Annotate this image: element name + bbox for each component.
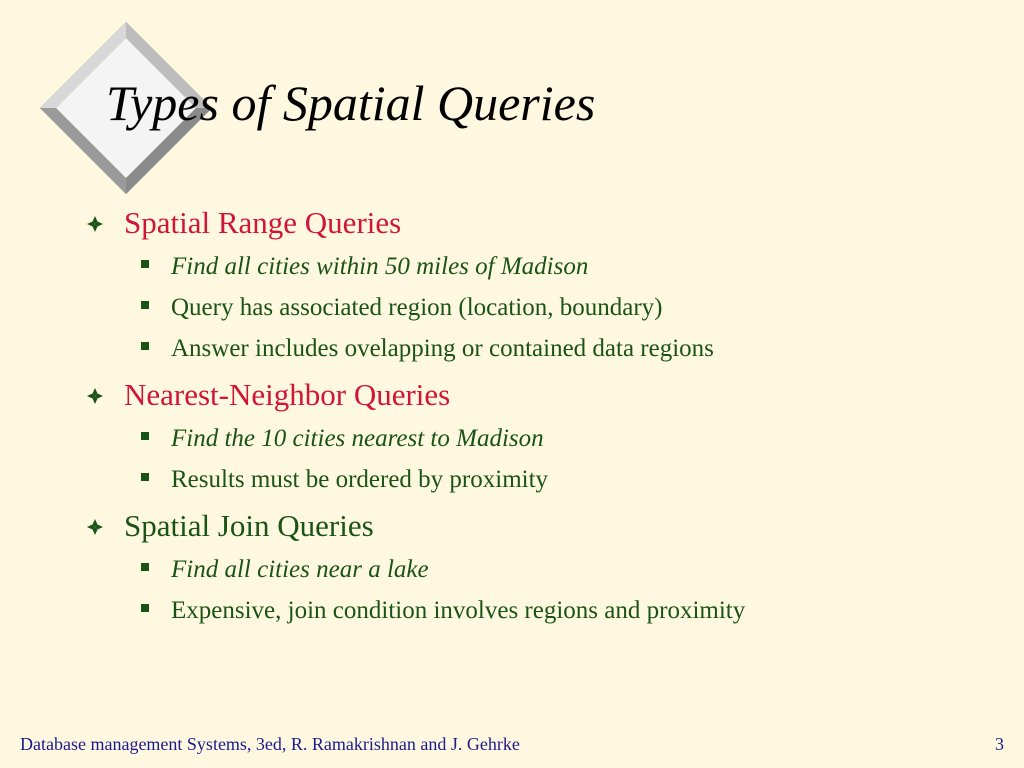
diamond-bullet-icon: [87, 519, 103, 535]
sub-bullet: [171, 467, 548, 492]
sub-bullet-label: Find all cities near a lake: [171, 556, 429, 583]
square-bullet-icon: [141, 563, 149, 571]
sub-bullet: [171, 295, 663, 320]
sub-bullet-label: Find the 10 cities nearest to Madison: [171, 425, 544, 452]
bullet-spatial-range-queries: [124, 207, 401, 238]
sub-bullet: [171, 254, 588, 279]
sub-bullet: [171, 557, 429, 582]
bullet-label: Spatial Range Queries: [124, 205, 402, 240]
bullet-nearest-neighbor-queries: [124, 379, 450, 410]
sub-bullet-label: Results must be ordered by proximity: [171, 466, 549, 493]
square-bullet-icon: [141, 432, 149, 440]
bullet-label: Nearest-Neighbor Queries: [124, 377, 451, 412]
sub-bullet-label: Answer includes ovelapping or contained data regions: [171, 335, 714, 362]
slide-title: Types of Spatial Queries: [106, 75, 596, 131]
diamond-bullet-icon: [87, 388, 103, 404]
page-number: 3: [995, 734, 1004, 754]
sub-bullet-label: Expensive, join condition involves regions and proximity: [171, 597, 746, 624]
footer-citation: Database management Systems, 3ed, R. Ramakrishnan and J. Gehrke: [20, 734, 520, 754]
sub-bullet: [171, 426, 544, 451]
bullet-spatial-join-queries: [124, 510, 374, 541]
square-bullet-icon: [141, 342, 149, 350]
sub-bullet: [171, 336, 714, 361]
square-bullet-icon: [141, 473, 149, 481]
sub-bullet-label: Find all cities within 50 miles of Madison: [171, 253, 589, 280]
bullet-label: Spatial Join Queries: [124, 508, 374, 543]
sub-bullet: [171, 598, 745, 623]
square-bullet-icon: [141, 260, 149, 268]
sub-bullet-label: Query has associated region (location, boundary): [171, 294, 663, 321]
square-bullet-icon: [141, 604, 149, 612]
diamond-bullet-icon: [87, 216, 103, 232]
square-bullet-icon: [141, 301, 149, 309]
